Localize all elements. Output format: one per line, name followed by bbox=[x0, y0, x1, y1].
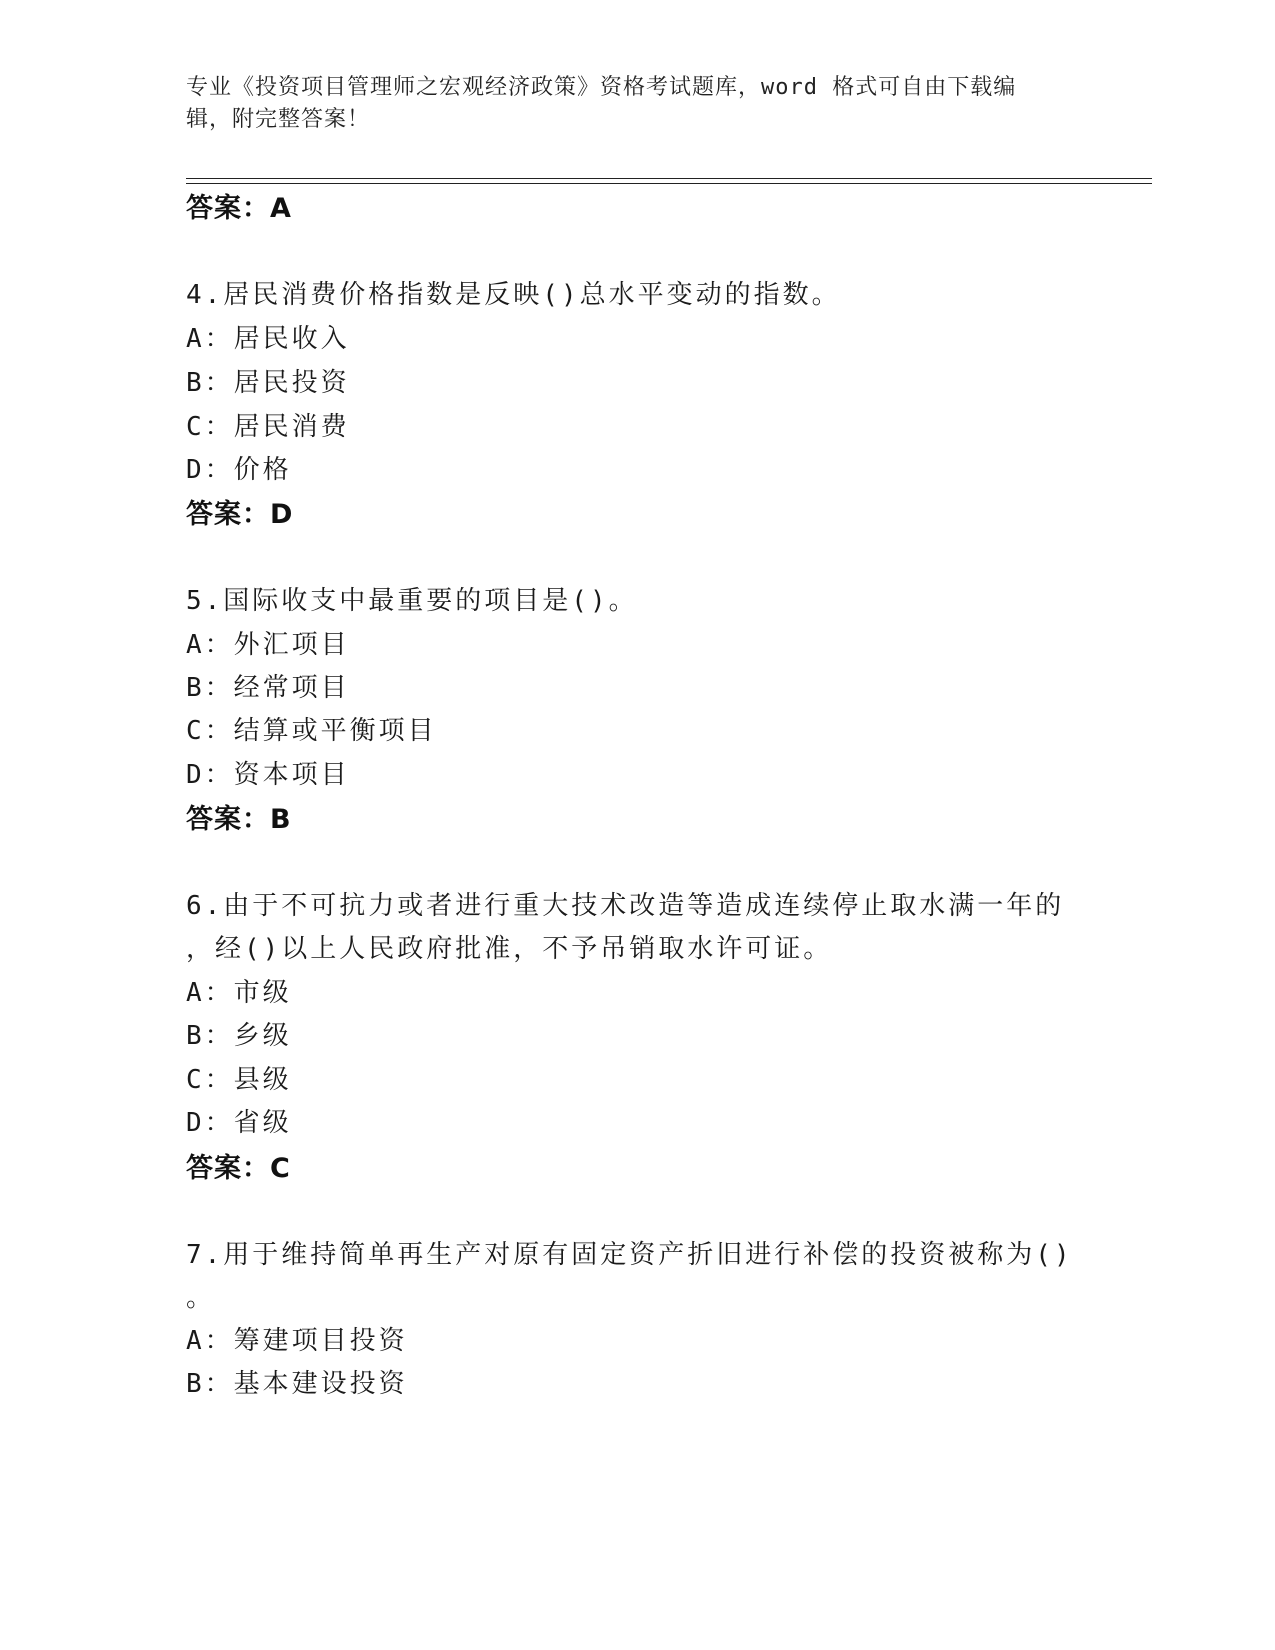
question-6-option-d: D：省级 bbox=[186, 1108, 292, 1138]
question-5-option-c: C：结算或平衡项目 bbox=[186, 716, 437, 746]
question-7-stem-line-2: 。 bbox=[186, 1283, 216, 1313]
question-6-option-b: B：乡级 bbox=[186, 1021, 292, 1051]
question-6-option-a: A：市级 bbox=[186, 978, 292, 1008]
question-4-option-a: A：居民收入 bbox=[186, 324, 350, 354]
question-7-option-a: A：筹建项目投资 bbox=[186, 1326, 408, 1356]
question-5-stem: 5.国际收支中最重要的项目是()。 bbox=[186, 586, 638, 616]
question-4-answer: 答案：D bbox=[186, 499, 294, 530]
question-4-option-b: B：居民投资 bbox=[186, 368, 350, 398]
question-4-stem: 4.居民消费价格指数是反映()总水平变动的指数。 bbox=[186, 280, 841, 310]
question-6-option-c: C：县级 bbox=[186, 1065, 292, 1095]
question-7-stem-line-1: 7.用于维持简单再生产对原有固定资产折旧进行补偿的投资被称为() bbox=[186, 1240, 1073, 1270]
question-5-answer: 答案：B bbox=[186, 804, 292, 835]
question-7-option-b: B：基本建设投资 bbox=[186, 1369, 408, 1399]
question-4-option-c: C：居民消费 bbox=[186, 412, 350, 442]
question-6-answer: 答案：C bbox=[186, 1153, 291, 1184]
question-6-stem-line-2: ，经()以上人民政府批准，不予吊销取水许可证。 bbox=[186, 934, 833, 964]
header-line-2: 辑，附完整答案！ bbox=[186, 107, 371, 132]
header-rule-top bbox=[186, 178, 1152, 179]
question-4-option-d: D：价格 bbox=[186, 455, 292, 485]
question-6-stem-line-1: 6.由于不可抗力或者进行重大技术改造等造成连续停止取水满一年的 bbox=[186, 891, 1065, 921]
question-5-option-b: B：经常项目 bbox=[186, 673, 350, 703]
question-5-option-a: A：外汇项目 bbox=[186, 630, 350, 660]
header-rule-bottom bbox=[186, 183, 1152, 184]
header-line-1: 专业《投资项目管理师之宏观经济政策》资格考试题库，word 格式可自由下载编 bbox=[186, 75, 1017, 100]
answer-q3: 答案：A bbox=[186, 193, 292, 224]
document-header bbox=[186, 72, 1066, 136]
question-5-option-d: D：资本项目 bbox=[186, 760, 350, 790]
